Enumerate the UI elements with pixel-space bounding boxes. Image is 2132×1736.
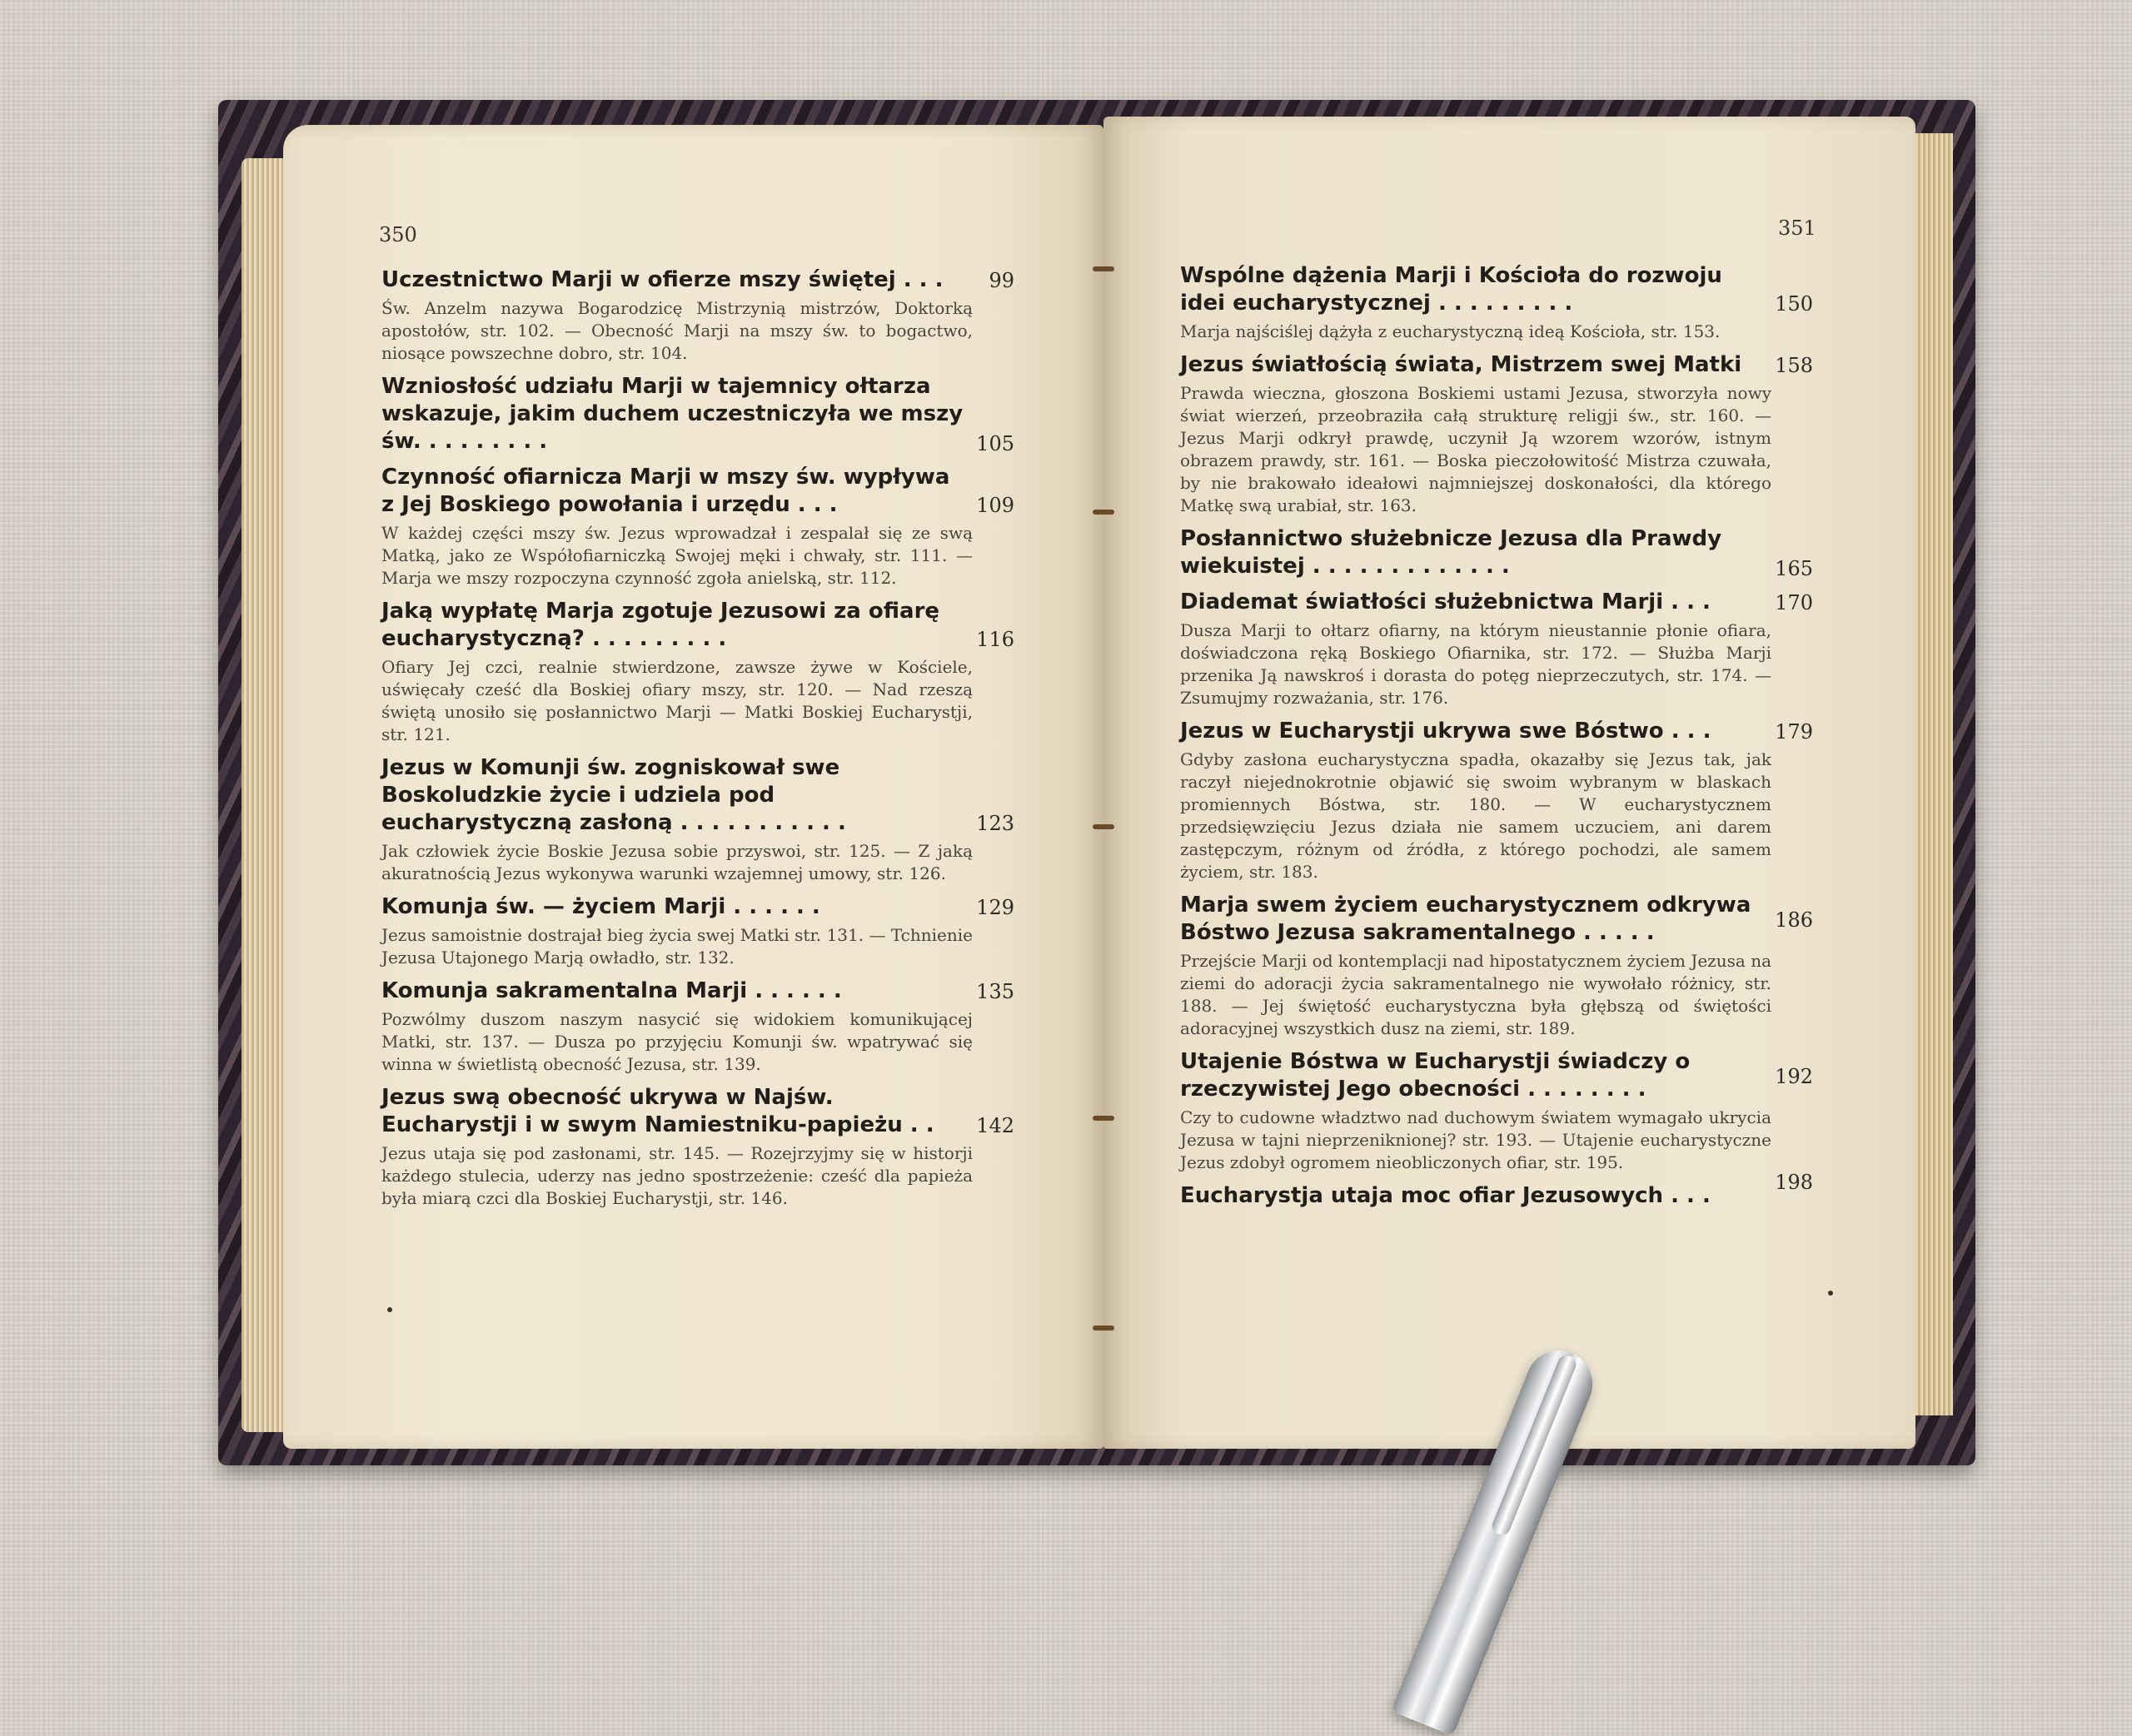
toc-entry <box>1180 525 1813 580</box>
entry-summary: Jezus utaja się pod zasłonami, str. 145. — Rozejrzyjmy się w historji każdego stulecia, uderzy nas jedno spostrzeżenie: cześć dla papieża była miarą czci dla Boskiej Eucharystji, str. 146. <box>381 1143 973 1208</box>
entry-summary: Gdyby zasłona eucharystyczna spadła, okazałby się Jezus tak, jak raczył niejednokrotnie objawić się swoim wybranym w blaskach promiennych Bóstwa, str. 180. — W eucharystycznem przedsięwzięciu Jezus działa nie samem uczuciem, ani darem zastępczym, różnym od źródła, z którego pochodzi, ale samem życiem, str. 183. <box>1180 749 1771 882</box>
toc-entry <box>1180 892 1813 1040</box>
entry-page-number: 109 <box>976 494 1014 517</box>
entry-title: Jezus w Eucharystji ukrywa swe Bóstwo . . . <box>1180 719 1711 744</box>
entry-title: Jezus swą obecność ukrywa w Najśw. Eucharystji i w swym Namiestniku-papieżu . . <box>381 1085 934 1137</box>
entry-page-number: 170 <box>1775 591 1813 614</box>
entry-page-number: 192 <box>1775 1065 1813 1088</box>
toc-entry <box>1180 1171 1813 1210</box>
entry-title: Marja swem życiem eucharystycznem odkrywa Bóstwo Jezusa sakramentalnego . . . . . <box>1180 893 1751 945</box>
entry-title: Komunja św. — życiem Marji . . . . . . <box>381 894 820 919</box>
entry-summary: Św. Anzelm nazywa Bogarodzicę Mistrzynią mistrzów, Doktorką apostołów, str. 102. — Obecność Marji na mszy św. to bogactwo, niosące powszechne dobro, str. 104. <box>381 298 973 363</box>
entry-page-number: 116 <box>976 628 1014 651</box>
entry-summary: Ofiary Jej czci, realnie stwierdzone, zawsze żywe w Kościele, uświęcały cześć dla Boskiej ofiary mszy, str. 120. — Nad rzeszą świętą unosiło się posłannictwo Marji — Matki Boskiej Eucharystji, str. 121. <box>381 657 973 744</box>
entry-summary: Jezus samoistnie dostrajał bieg życia swej Matki str. 131. — Tchnienie Jezusa Utajonego Marją owładło, str. 132. <box>381 925 973 967</box>
entry-page-number: 150 <box>1775 292 1813 316</box>
entry-title: Jezus w Komunji św. zogniskował swe Boskoludzkie życie i udziela pod eucharystyczną zasłoną . . . . . . . . . . . <box>381 755 846 835</box>
table-of-contents <box>381 266 1014 1218</box>
entry-title: Uczestnictwo Marji w ofierze mszy świętej . . . <box>381 267 944 292</box>
toc-entry <box>381 893 1014 969</box>
page-dot <box>1828 1291 1833 1296</box>
entry-page-number: 135 <box>976 980 1014 1003</box>
entry-page-number: 179 <box>1775 720 1813 744</box>
entry-title: Wspólne dążenia Marji i Kościoła do rozwoju idei eucharystycznej . . . . . . . . . <box>1180 263 1722 316</box>
entry-page-number: 129 <box>976 896 1014 919</box>
entry-title: Wzniosłość udziału Marji w tajemnicy ołtarza wskazuje, jakim duchem uczestniczyła we mszy św. . . . . . . . . <box>381 374 964 454</box>
binding-stitch <box>1093 1116 1114 1121</box>
entry-summary: Przejście Marji od kontemplacji nad hipostatycznem życiem Jezusa na ziemi do adoracji życia sakramentalnego nie wywołało różnicy, str. 188. — Jej świętość eucharystyczna była głębszą od świętości adoracyjnej wszystkich dusz na ziemi, str. 189. <box>1180 951 1771 1038</box>
binding-stitch <box>1093 824 1114 829</box>
toc-entry <box>381 266 1014 365</box>
page-edges-right <box>1915 133 1953 1415</box>
entry-summary: W każdej części mszy św. Jezus wprowadzał i zespalał się ze swą Matką, jako ze Współofiarniczką Swojej męki i chwały, str. 111. — Marja we mszy rozpoczyna czynność zgoła anielską, str. 112. <box>381 523 973 588</box>
toc-entry <box>1180 718 1813 883</box>
toc-entry <box>381 464 1014 589</box>
table-of-contents <box>1180 262 1813 1218</box>
toc-entry <box>381 1084 1014 1210</box>
entry-summary: Pozwólmy duszom naszym nasycić się widokiem komunikującej Matki, str. 137. — Dusza po przyjęciu Komunji św. wpatrywać się winna w świetlistą obecność Jezusa, str. 139. <box>381 1009 973 1074</box>
page-number: 351 <box>1778 216 1816 240</box>
toc-entry <box>381 754 1014 885</box>
entry-title: Jezus światłością świata, Mistrzem swej Matki <box>1180 352 1742 377</box>
entry-title: Czynność ofiarnicza Marji w mszy św. wypływa z Jej Boskiego powołania i urzędu . . . <box>381 465 950 517</box>
binding-stitch <box>1093 510 1114 515</box>
right-page <box>1103 117 1915 1449</box>
toc-entry <box>381 977 1014 1076</box>
entry-page-number: 186 <box>1775 908 1813 932</box>
entry-page-number: 123 <box>976 812 1014 835</box>
page-dot <box>387 1307 392 1312</box>
entry-title: Utajenie Bóstwa w Eucharystji świadczy o rzeczywistej Jego obecności . . . . . . . . <box>1180 1049 1691 1102</box>
entry-page-number: 99 <box>989 269 1014 292</box>
entry-summary: Prawda wieczna, głoszona Boskiemi ustami Jezusa, stworzyła nowy świat wierzeń, przeobraziła całą strukturę religji św., str. 160. — Jezus Marji odkrył prawdę, uczynił Ją wzorem wzorów, istnym obrazem prawdy, str. 161. — Boska pieczołowitość Mistrza czuwała, by nie brakowało ideałowi najmniejszej doskonałości, dla którego Matkę swą urabiał, str. 163. <box>1180 383 1771 515</box>
toc-entry <box>1180 589 1813 709</box>
toc-entry <box>381 373 1014 455</box>
page-number: 350 <box>379 223 417 246</box>
toc-entry <box>1180 262 1813 343</box>
toc-entry <box>1180 351 1813 517</box>
binding-stitch <box>1093 1326 1114 1331</box>
entry-page-number: 165 <box>1775 557 1813 580</box>
binding-stitch <box>1093 266 1114 271</box>
entry-title: Diademat światłości służebnictwa Marji . . . <box>1180 589 1711 614</box>
entry-summary: Dusza Marji to ołtarz ofiarny, na którym nieustannie płonie ofiara, doświadczona ręką Boskiego Ofiarnika, str. 172. — Służba Marji przenika Ją nawskroś i dorasta do potęg nieprzeczutych, str. 174. — Zsumujmy rozważania, str. 176. <box>1180 620 1771 708</box>
entry-page-number: 158 <box>1775 354 1813 377</box>
entry-page-number: 198 <box>1775 1171 1813 1194</box>
entry-title: Jaką wypłatę Marja zgotuje Jezusowi za ofiarę eucharystyczną? . . . . . . . . . <box>381 599 940 651</box>
left-page <box>283 125 1103 1449</box>
entry-title: Posłannictwo służebnicze Jezusa dla Prawdy wiekuistej . . . . . . . . . . . . . <box>1180 526 1722 579</box>
toc-entry <box>381 598 1014 746</box>
entry-page-number: 142 <box>976 1114 1014 1137</box>
entry-summary: Jak człowiek życie Boskie Jezusa sobie przyswoi, str. 125. — Z jaką akuratnością Jezus wykonywa warunki wzajemnej umowy, str. 126. <box>381 841 973 883</box>
entry-page-number: 105 <box>976 432 1014 455</box>
entry-summary: Czy to cudowne władztwo nad duchowym światem wymagało ukrycia Jezusa w tajni nieprzeniknionej? str. 193. — Utajenie eucharystyczne Jezus zdobył ogromem nieobliczonych ofiar, str. 195. <box>1180 1107 1771 1172</box>
entry-title: Komunja sakramentalna Marji . . . . . . <box>381 978 842 1003</box>
entry-summary: Marja najściślej dążyła z eucharystyczną ideą Kościoła, str. 153. <box>1180 321 1721 341</box>
entry-title: Eucharystja utaja moc ofiar Jezusowych . . . <box>1180 1183 1711 1208</box>
toc-entry <box>1180 1048 1813 1174</box>
